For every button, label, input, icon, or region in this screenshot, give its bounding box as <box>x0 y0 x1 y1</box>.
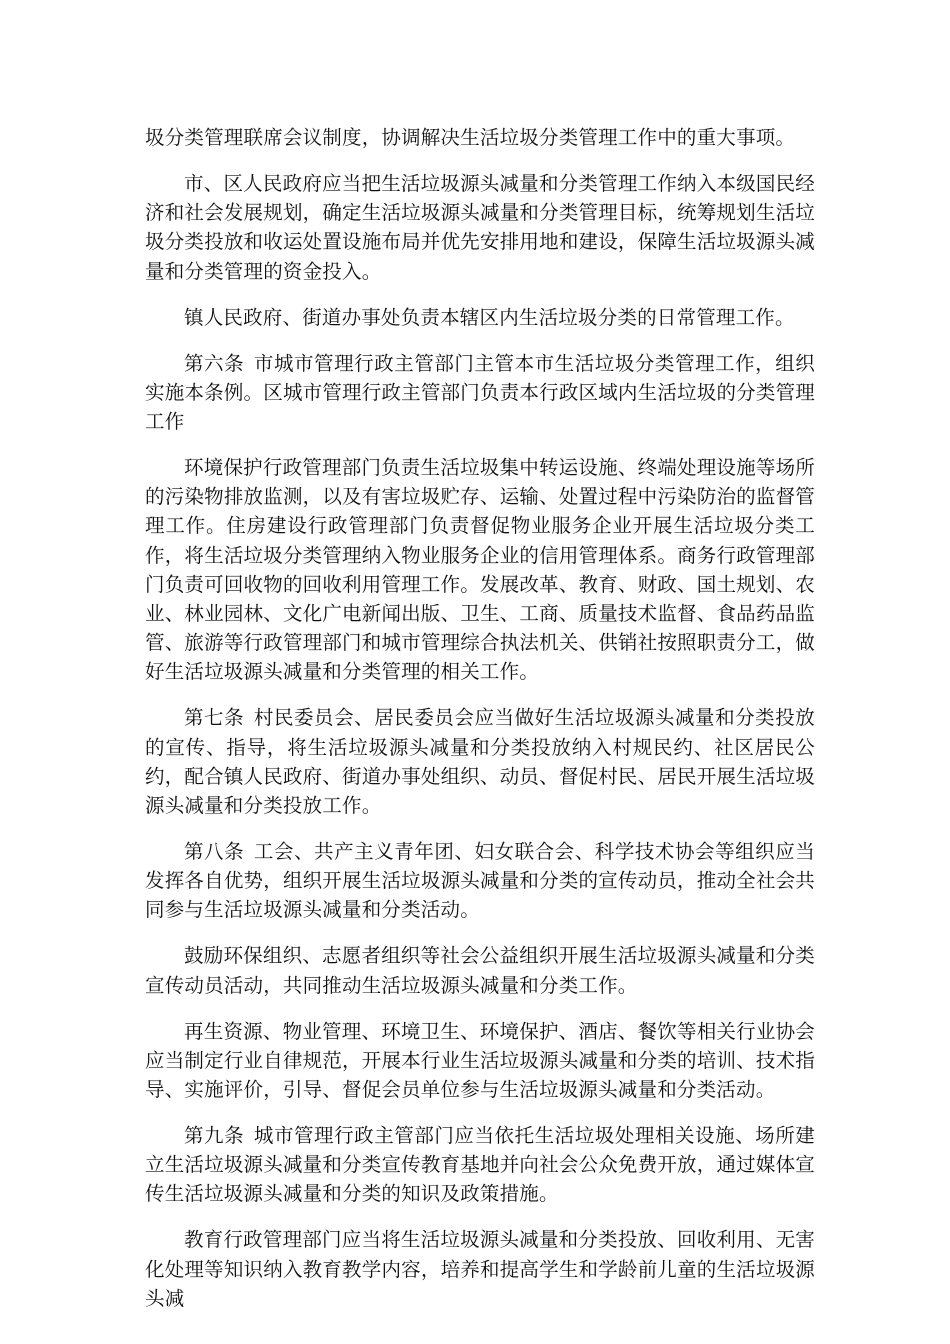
document-body <box>145 123 815 1330</box>
paragraph-10 <box>145 1225 815 1313</box>
paragraph-text: 教育行政管理部门应当将生活垃圾源头减量和分类投放、回收利用、无害化处理等知识纳入教育教学内容，培养和提高学生和学龄前儿童的生活垃圾源头减 <box>145 1228 815 1310</box>
paragraph-text: 环境保护行政管理部门负责生活垃圾集中转运设施、终端处理设施等场所的污染物排放监测，以及有害垃圾贮存、运输、处置过程中污染防治的监督管理工作。住房建设行政管理部门负责督促物业服务企业开展生活垃圾分类工作，将生活垃圾分类管理纳入物业服务企业的信用管理体系。商务行政管理部门负责可回收物的回收利用管理工作。发展改革、教育、财政、国土规划、农业、林业园林、文化广电新闻出版、卫生、工商、质量技术监督、食品药品监管、旅游等行政管理部门和城市管理综合执法机关、供销社按照职责分工，做好生活垃圾源头减量和分类管理的相关工作。 <box>145 456 815 684</box>
article-number: 第七条 <box>184 706 245 730</box>
paragraph-1 <box>145 169 815 286</box>
article-7-paragraph <box>145 703 815 820</box>
article-number: 第九条 <box>184 1124 245 1148</box>
article-6-paragraph <box>145 349 815 437</box>
paragraph-2 <box>145 303 815 332</box>
paragraph-text: 工会、共产主义青年团、妇女联合会、科学技术协会等组织应当发挥各自优势，组织开展生活垃圾源头减量和分类的宣传动员，推动全社会共同参与生活垃圾源头减量和分类活动。 <box>145 840 815 922</box>
paragraph-text: 村民委员会、居民委员会应当做好生活垃圾源头减量和分类投放的宣传、指导，将生活垃圾源头减量和分类投放纳入村规民约、社区居民公约，配合镇人民政府、街道办事处组织、动员、督促村民、居民开展生活垃圾源头减量和分类投放工作。 <box>145 706 815 818</box>
paragraph-text: 圾分类管理联席会议制度，协调解决生活垃圾分类管理工作中的重大事项。 <box>145 126 796 149</box>
paragraph-0 <box>145 123 815 152</box>
article-number: 第六条 <box>184 351 245 375</box>
paragraph-7 <box>145 941 815 999</box>
paragraph-8 <box>145 1017 815 1105</box>
paragraph-text: 市城市管理行政主管部门主管本市生活垃圾分类管理工作，组织实施本条例。区城市管理行政主管部门负责本行政区域内生活垃圾的分类管理工作 <box>145 351 815 434</box>
article-9-paragraph <box>145 1121 815 1209</box>
article-number: 第八条 <box>184 840 245 864</box>
paragraph-text: 鼓励环保组织、志愿者组织等社会公益组织开展生活垃圾源头减量和分类宣传动员活动，共同推动生活垃圾源头减量和分类工作。 <box>145 944 815 997</box>
paragraph-text: 镇人民政府、街道办事处负责本辖区内生活垃圾分类的日常管理工作。 <box>184 305 795 329</box>
paragraph-text: 城市管理行政主管部门应当依托生活垃圾处理相关设施、场所建立生活垃圾源头减量和分类宣传教育基地并向社会公众免费开放，通过媒体宣传生活垃圾源头减量和分类的知识及政策措施。 <box>145 1124 815 1206</box>
article-8-paragraph <box>145 837 815 925</box>
paragraph-text: 再生资源、物业管理、环境卫生、环境保护、酒店、餐饮等相关行业协会应当制定行业自律规范，开展本行业生活垃圾源头减量和分类的培训、技术指导、实施评价，引导、督促会员单位参与生活垃圾源头减量和分类活动。 <box>145 1019 815 1102</box>
paragraph-text: 市、区人民政府应当把生活垃圾源头减量和分类管理工作纳入本级国民经济和社会发展规划，确定生活垃圾源头减量和分类管理目标，统筹规划生活垃圾分类投放和收运处置设施布局并优先安排用地和建设，保障生活垃圾源头减量和分类管理的资金投入。 <box>145 172 815 283</box>
paragraph-4 <box>145 453 815 687</box>
